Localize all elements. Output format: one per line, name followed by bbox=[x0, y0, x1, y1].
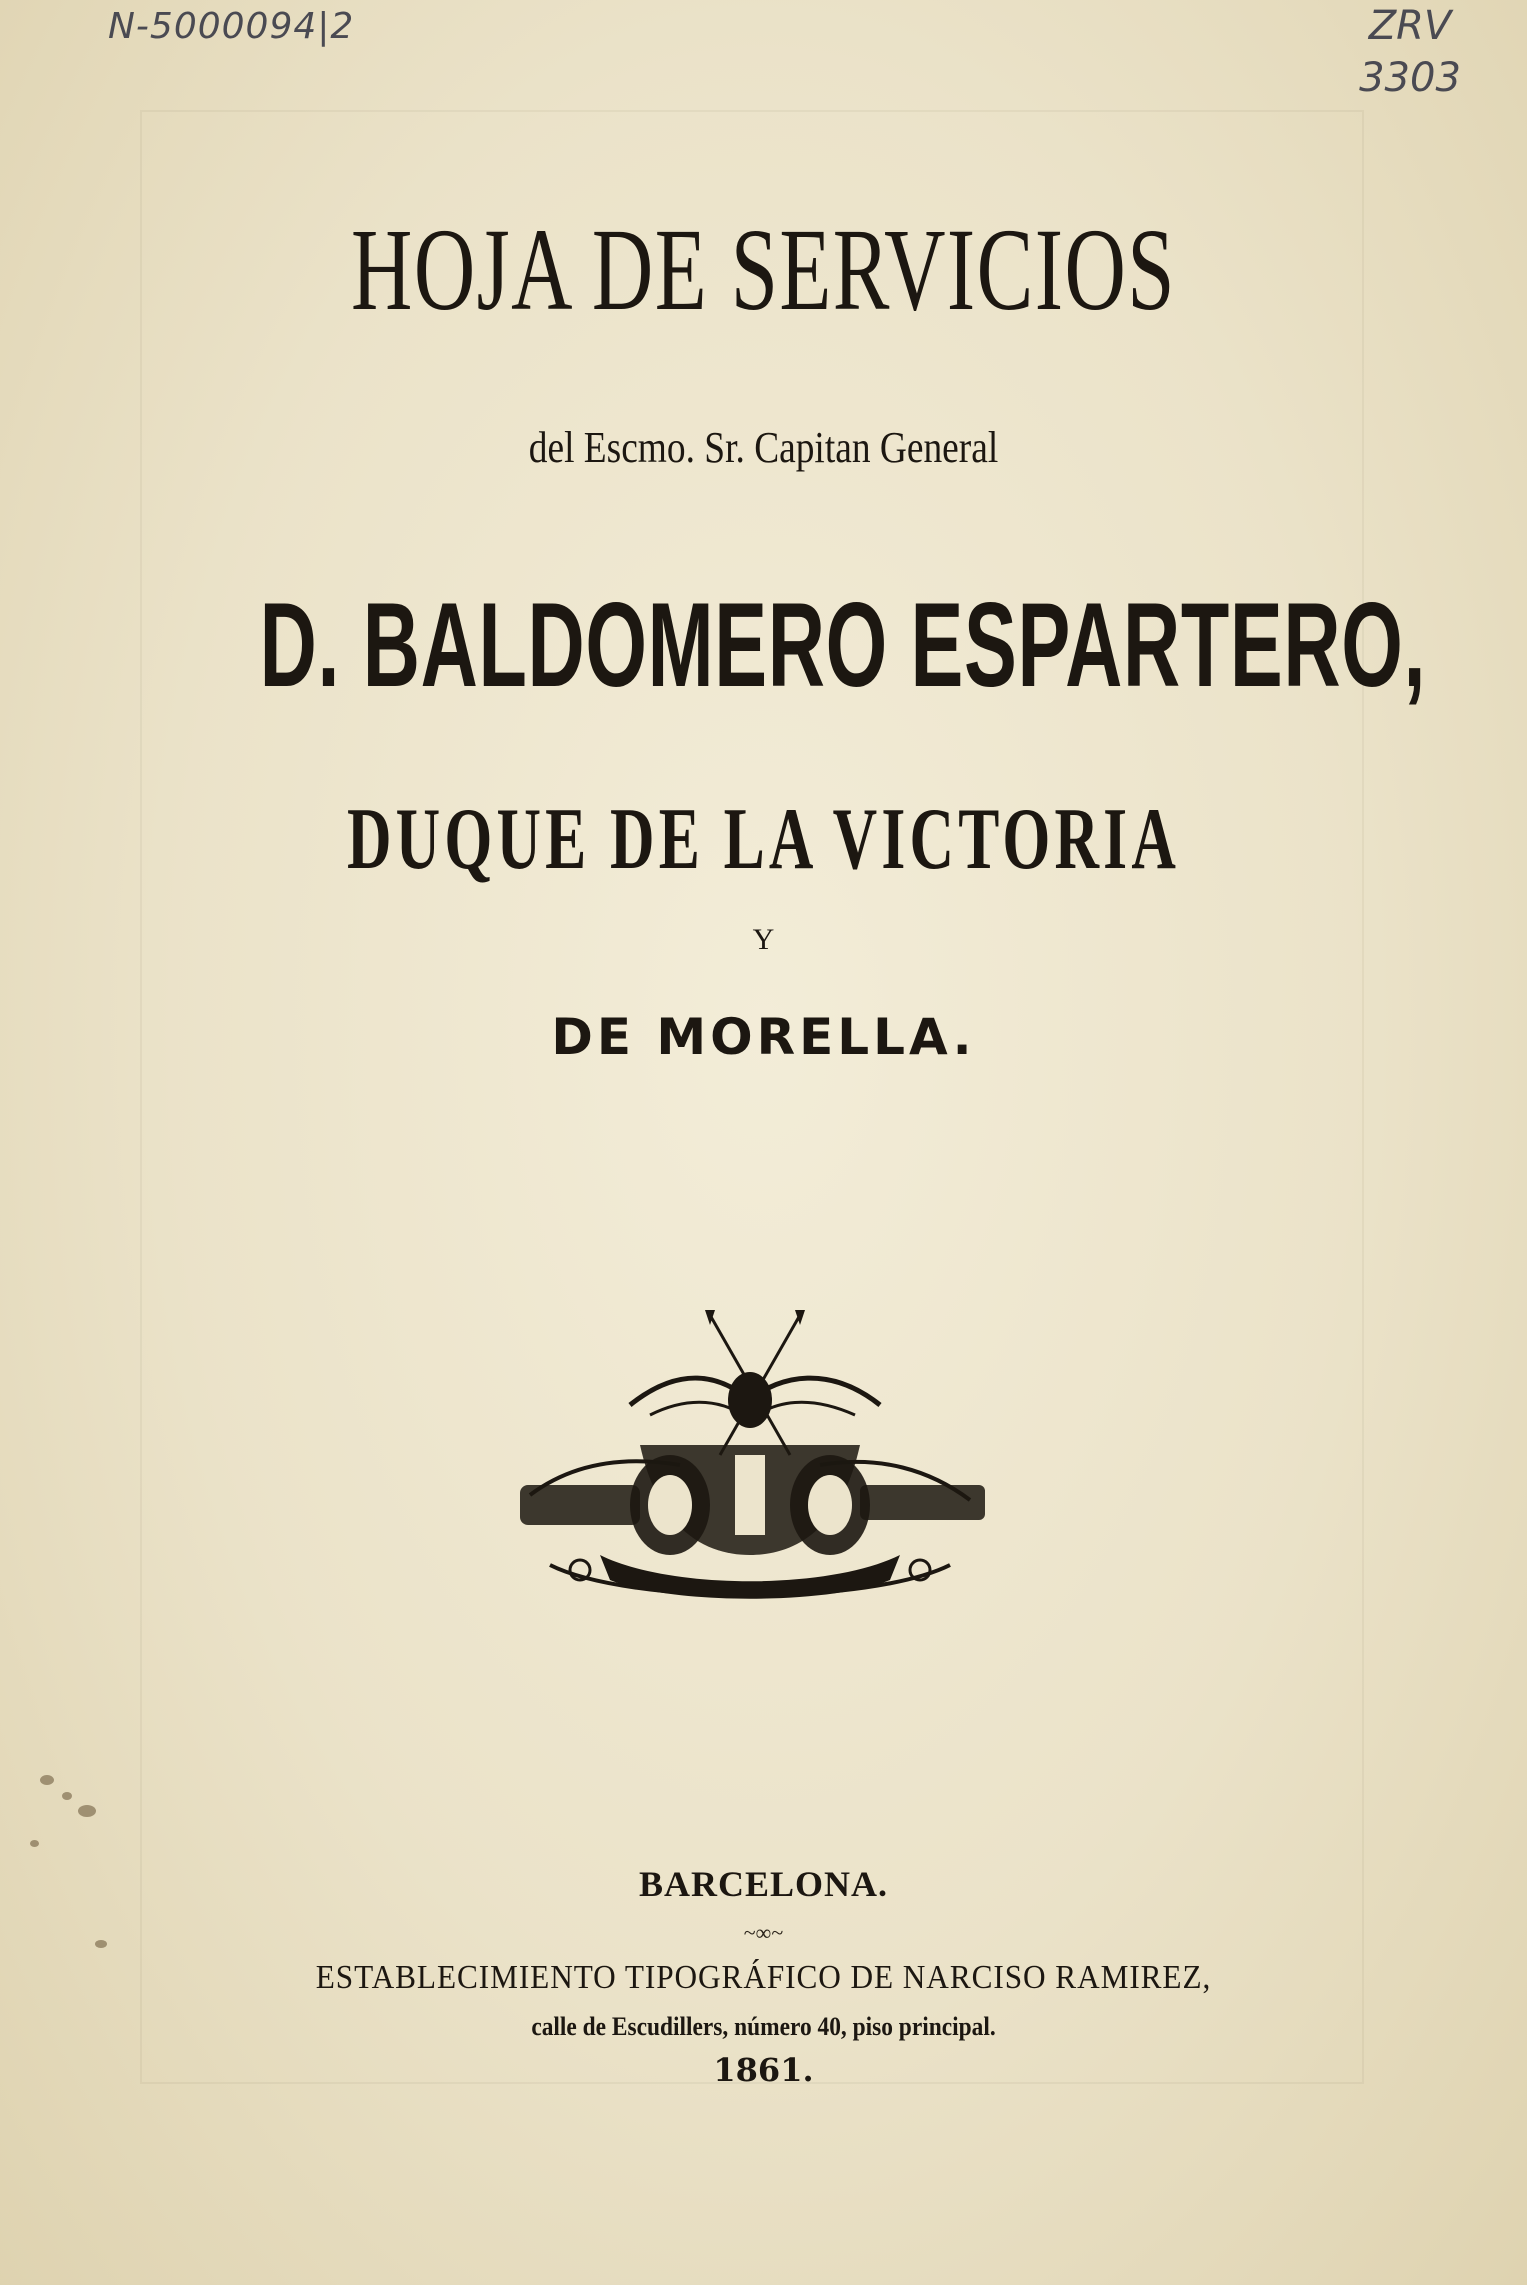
foxing-spot bbox=[78, 1805, 96, 1817]
shelfmark-right-line1: ZRV bbox=[1368, 3, 1452, 49]
subtitle: del Escmo. Sr. Capitan General bbox=[528, 423, 999, 472]
shelfmark-right-line2: 3303 bbox=[1359, 55, 1461, 101]
imprint-year: 1861. bbox=[713, 2051, 814, 2089]
imprint-address: calle de Escudillers, número 40, piso principal. bbox=[531, 2012, 996, 2041]
shelfmark-left: N-5000094|2 bbox=[108, 6, 355, 47]
imprint-printer: ESTABLECIMIENTO TIPOGRÁFICO DE NARCISO RAMIREZ, bbox=[315, 1959, 1212, 1996]
foxing-spot bbox=[40, 1775, 54, 1785]
person-name: D. BALDOMERO ESPARTERO, bbox=[259, 578, 1427, 712]
foxing-spot bbox=[30, 1840, 39, 1847]
military-trophy-icon bbox=[510, 1305, 990, 1615]
imprint-flourish: ~∞~ bbox=[743, 1920, 784, 1945]
morella-title: DE MORELLA. bbox=[551, 1008, 976, 1066]
document-title: HOJA DE SERVICIOS bbox=[351, 204, 1176, 335]
conjunction: Y bbox=[752, 923, 775, 956]
foxing-spot bbox=[95, 1940, 107, 1948]
bleed-through-frame bbox=[140, 110, 1427, 2084]
imprint-city: BARCELONA. bbox=[638, 1864, 889, 1904]
shelfmark-right bbox=[1330, 0, 1490, 104]
foxing-spot bbox=[62, 1792, 72, 1800]
duke-title: DUQUE DE LA VICTORIA bbox=[346, 791, 1181, 888]
